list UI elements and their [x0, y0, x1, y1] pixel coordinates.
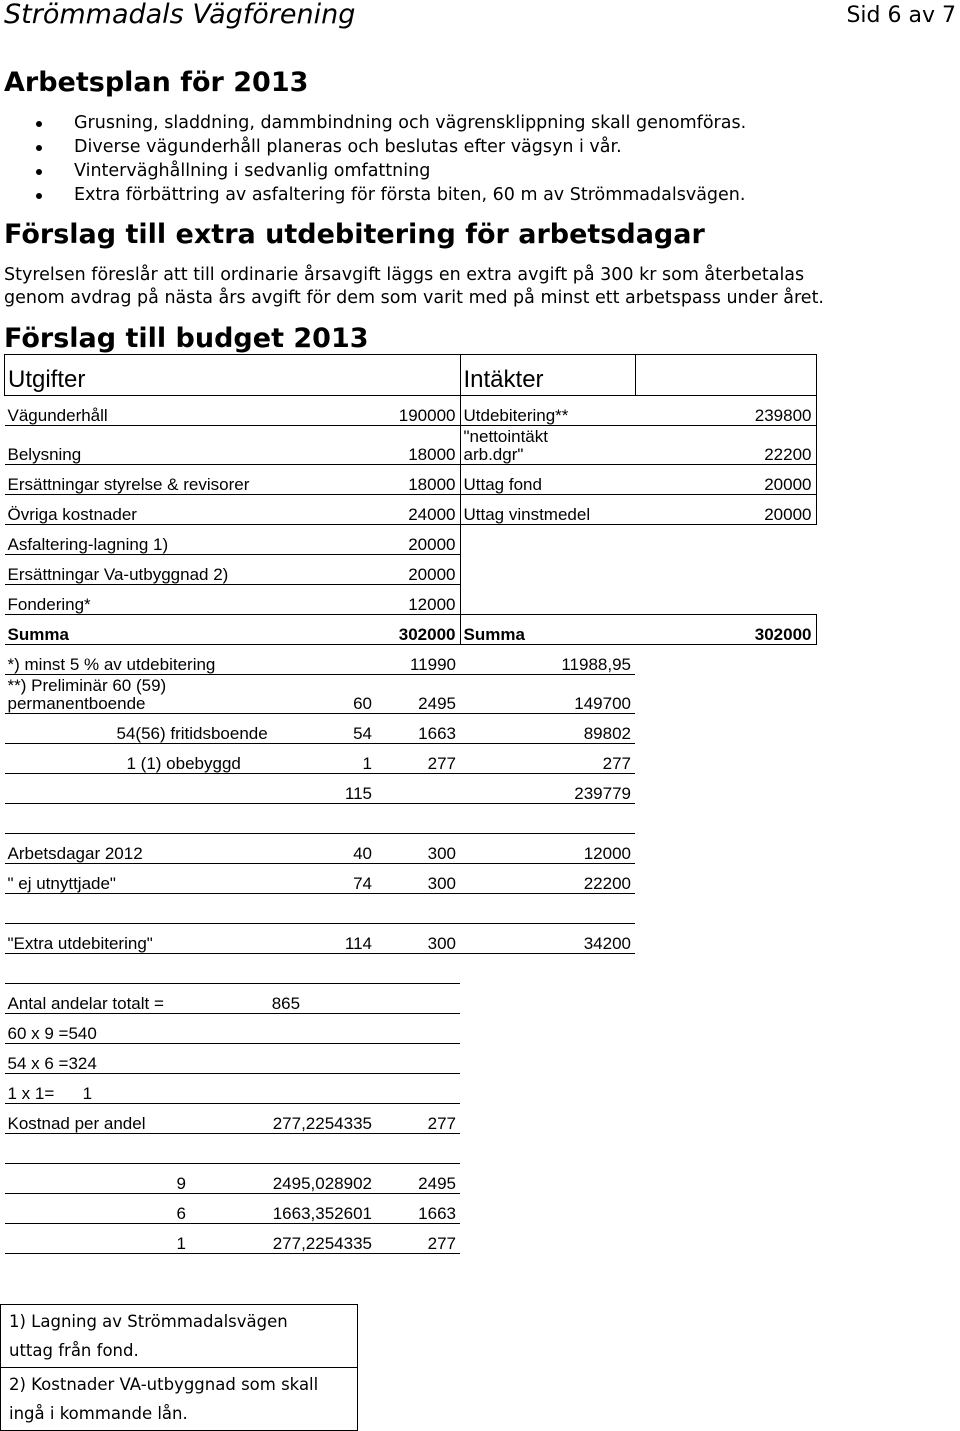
budget-table: [4, 354, 817, 1254]
empty-cell: [460, 804, 635, 834]
table-row: [5, 525, 817, 555]
table-cell: Asfaltering-lagning 1): [5, 525, 270, 555]
table-cell: 20000: [270, 555, 460, 585]
utdebitering-paragraph: Styrelsen föreslår att till ordinarie årsavgift läggs en extra avgift på 300 kr som återbetalas genom avdrag på nästa års avgift för dem som varit med på minst ett arbetspass under året.: [4, 265, 824, 308]
empty-cell: [270, 804, 376, 834]
bullet-icon: [36, 169, 42, 175]
empty-cell: [460, 1164, 635, 1194]
table-cell: Fondering*: [5, 585, 270, 615]
table-cell: 11990: [270, 645, 460, 675]
table-row: [5, 645, 817, 675]
table-cell: 115: [270, 774, 376, 804]
table-cell: 1663: [376, 1194, 460, 1224]
empty-cell: [635, 714, 816, 744]
table-cell: *) minst 5 % av utdebitering: [5, 645, 270, 675]
empty-cell: [376, 1014, 460, 1044]
table-cell: Kostnad per andel: [5, 1104, 270, 1134]
table-cell: 190000: [270, 396, 460, 426]
empty-cell: [635, 675, 816, 714]
empty-cell: [635, 984, 816, 1014]
table-cell: Övriga kostnader: [5, 495, 270, 525]
table-cell: [5, 774, 270, 804]
table-row: [5, 675, 817, 714]
table-cell: 239800: [635, 396, 816, 426]
bullet-icon: [36, 145, 42, 151]
empty-cell: [635, 804, 816, 834]
table-cell: Uttag vinstmedel: [460, 495, 635, 525]
utgifter-header: Utgifter: [5, 355, 461, 396]
table-cell: 54 x 6 =324: [5, 1044, 270, 1074]
table-cell: 1 (1) obebyggd: [5, 744, 270, 774]
table-row: [5, 834, 817, 864]
table-cell: Vägunderhåll: [5, 396, 270, 426]
table-cell: 6: [5, 1194, 270, 1224]
table-cell: "Extra utdebitering": [5, 924, 270, 954]
table-row: [5, 1194, 817, 1224]
table-cell: 239779: [460, 774, 635, 804]
table-cell: 1: [5, 1224, 270, 1254]
footnote-2: 2) Kostnader VA-utbyggnad som skall ingå i kommande lån.: [1, 1368, 358, 1431]
table-cell: 302000: [270, 615, 460, 645]
table-row: [5, 465, 817, 495]
empty-cell: [635, 954, 816, 984]
empty-cell: [635, 894, 816, 924]
empty-cell: [460, 894, 635, 924]
empty-cell: [635, 1104, 816, 1134]
empty-cell: [376, 1134, 460, 1164]
table-cell: 865: [270, 984, 460, 1014]
table-cell: 9: [5, 1164, 270, 1194]
empty-cell: [635, 744, 816, 774]
empty-cell: [376, 1074, 460, 1104]
table-row: [5, 744, 817, 774]
empty-cell: [635, 555, 816, 585]
table-cell: 2495: [376, 675, 460, 714]
empty-cell: [5, 894, 270, 924]
table-header-row: [5, 355, 817, 396]
table-cell: 277: [376, 744, 460, 774]
table-row: [5, 1164, 817, 1194]
association-name: Strömmadals Vägförening: [4, 0, 356, 30]
empty-cell: [460, 585, 635, 615]
table-cell: 60 x 9 =540: [5, 1014, 270, 1044]
empty-cell: [5, 804, 270, 834]
table-row: [5, 396, 817, 426]
budget-heading: Förslag till budget 2013: [4, 323, 369, 354]
table-cell: 300: [376, 834, 460, 864]
table-cell: Belysning: [5, 426, 270, 465]
empty-cell: [635, 864, 816, 894]
empty-cell: [635, 1014, 816, 1044]
empty-cell: [270, 1044, 376, 1074]
table-row: [5, 1104, 817, 1134]
table-row: [5, 1074, 817, 1104]
table-cell: 40: [270, 834, 376, 864]
table-cell: 277: [376, 1104, 460, 1134]
table-cell: [376, 774, 460, 804]
empty-cell: [460, 1224, 635, 1254]
empty-cell: [270, 954, 376, 984]
table-cell: Antal andelar totalt =: [5, 984, 270, 1014]
summa-row: [5, 615, 817, 645]
table-cell: 277: [376, 1224, 460, 1254]
empty-cell: [635, 1044, 816, 1074]
empty-cell: [270, 1074, 376, 1104]
table-row: [5, 1044, 817, 1074]
table-cell: Uttag fond: [460, 465, 635, 495]
footnote-1: 1) Lagning av Strömmadalsvägen uttag från fond.: [1, 1305, 358, 1368]
table-cell: 2495: [376, 1164, 460, 1194]
table-cell: Utdebitering**: [460, 396, 635, 426]
table-cell: Arbetsdagar 2012: [5, 834, 270, 864]
empty-cell: [460, 1014, 635, 1044]
table-cell: 277,2254335: [270, 1104, 376, 1134]
empty-cell: [5, 1134, 270, 1164]
table-row: [5, 585, 817, 615]
table-cell: 54: [270, 714, 376, 744]
table-cell: 20000: [635, 465, 816, 495]
empty-cell: [635, 774, 816, 804]
empty-cell: [635, 1224, 816, 1254]
table-cell: Summa: [5, 615, 270, 645]
table-cell: Ersättningar Va-utbyggnad 2): [5, 555, 270, 585]
table-cell: "nettointäkt arb.dgr": [460, 426, 635, 465]
table-cell: Summa: [460, 615, 635, 645]
table-cell: 300: [376, 924, 460, 954]
table-cell: 12000: [270, 585, 460, 615]
table-cell: 24000: [270, 495, 460, 525]
empty-cell: [376, 1044, 460, 1074]
empty-cell: [635, 1134, 816, 1164]
table-cell: 1663,352601: [270, 1194, 376, 1224]
empty-cell: [460, 1194, 635, 1224]
table-cell: 1 x 1= 1: [5, 1074, 270, 1104]
list-item: Grusning, sladdning, dammbindning och vägrensklippning skall genomföras.: [0, 111, 900, 135]
empty-cell: [460, 1074, 635, 1104]
empty-cell: [460, 1104, 635, 1134]
table-cell: 300: [376, 864, 460, 894]
empty-cell: [460, 1134, 635, 1164]
table-cell: 114: [270, 924, 376, 954]
empty-cell: [635, 1164, 816, 1194]
empty-cell: [460, 1044, 635, 1074]
table-cell: 74: [270, 864, 376, 894]
table-row: [5, 774, 817, 804]
empty-cell: [376, 804, 460, 834]
table-row: [5, 984, 817, 1014]
list-item: Extra förbättring av asfaltering för första biten, 60 m av Strömmadalsvägen.: [0, 183, 900, 207]
table-cell: 1663: [376, 714, 460, 744]
utdebitering-heading: Förslag till extra utdebitering för arbetsdagar: [4, 219, 705, 250]
table-row: [5, 714, 817, 744]
table-cell: 20000: [635, 495, 816, 525]
bullet-icon: [36, 193, 42, 199]
table-cell: 11988,95: [460, 645, 635, 675]
bullet-icon: [36, 121, 42, 127]
table-row: [5, 555, 817, 585]
table-row: [5, 495, 817, 525]
table-cell: 22200: [635, 426, 816, 465]
arbetsplan-heading: Arbetsplan för 2013: [4, 67, 309, 98]
empty-cell: [635, 585, 816, 615]
table-cell: 34200: [460, 924, 635, 954]
empty-cell: [635, 1074, 816, 1104]
empty-cell: [270, 1134, 376, 1164]
table-cell: 54(56) fritidsboende: [5, 714, 270, 744]
table-cell: 20000: [270, 525, 460, 555]
empty-cell: [635, 525, 816, 555]
table-row: [5, 1014, 817, 1044]
table-cell: 18000: [270, 465, 460, 495]
table-cell: " ej utnyttjade": [5, 864, 270, 894]
empty-cell: [270, 894, 376, 924]
footnotes: [0, 1304, 358, 1431]
empty-cell: [635, 355, 816, 396]
table-cell: 60: [270, 675, 376, 714]
table-cell: 89802: [460, 714, 635, 744]
table-cell: **) Preliminär 60 (59) permanentboende: [5, 675, 270, 714]
intakter-header: Intäkter: [460, 355, 635, 396]
empty-cell: [5, 954, 270, 984]
empty-cell: [635, 924, 816, 954]
empty-cell: [460, 555, 635, 585]
table-cell: 22200: [460, 864, 635, 894]
empty-cell: [460, 984, 635, 1014]
table-cell: 1: [270, 744, 376, 774]
table-cell: 277: [460, 744, 635, 774]
table-cell: 18000: [270, 426, 460, 465]
table-cell: 302000: [635, 615, 816, 645]
empty-cell: [460, 954, 635, 984]
table-cell: 149700: [460, 675, 635, 714]
page-number: Sid 6 av 7: [846, 3, 956, 28]
empty-cell: [460, 525, 635, 555]
table-cell: 12000: [460, 834, 635, 864]
table-cell: Ersättningar styrelse & revisorer: [5, 465, 270, 495]
empty-cell: [376, 954, 460, 984]
table-row: [5, 1224, 817, 1254]
table-row: [5, 426, 817, 465]
list-item: Diverse vägunderhåll planeras och beslutas efter vägsyn i vår.: [0, 135, 900, 159]
empty-cell: [635, 1194, 816, 1224]
empty-cell: [635, 645, 816, 675]
empty-cell: [270, 1014, 376, 1044]
arbetsplan-list: [0, 111, 900, 207]
table-cell: 277,2254335: [270, 1224, 376, 1254]
empty-cell: [635, 834, 816, 864]
table-cell: 2495,028902: [270, 1164, 376, 1194]
empty-cell: [376, 894, 460, 924]
list-item: Vinterväghållning i sedvanlig omfattning: [0, 159, 900, 183]
table-row: [5, 864, 817, 894]
table-row: [5, 924, 817, 954]
